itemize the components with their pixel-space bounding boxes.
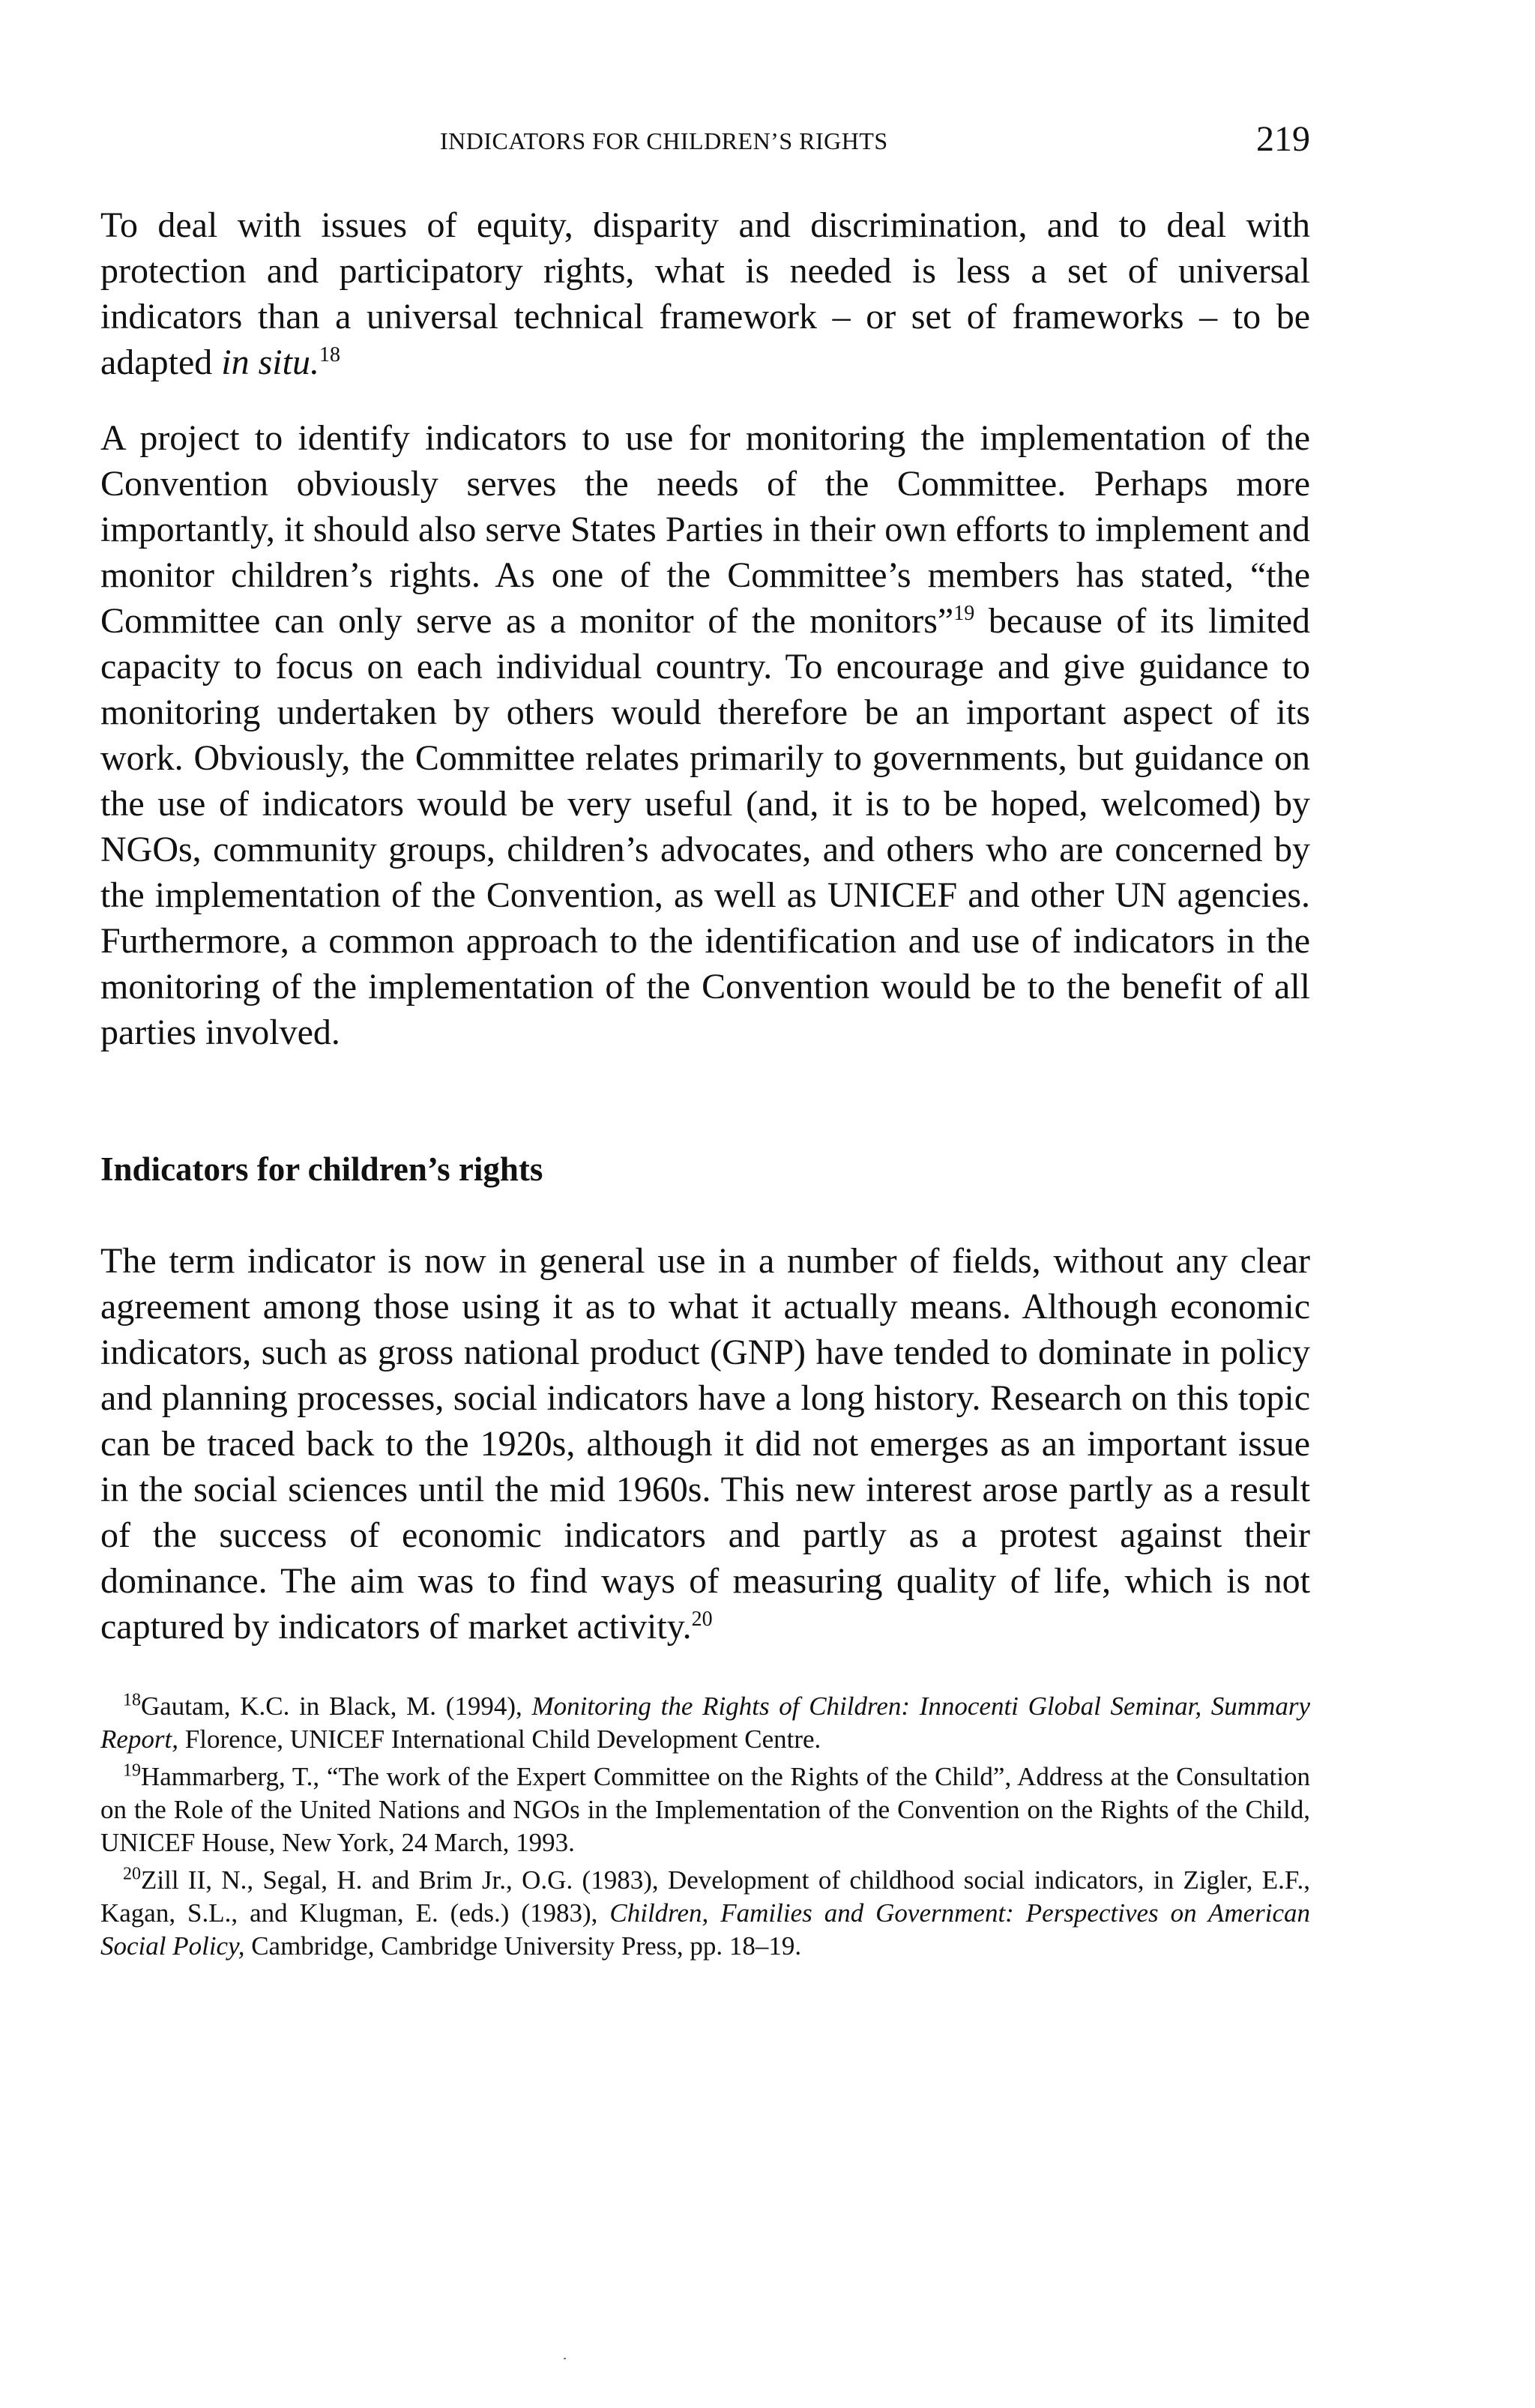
running-header bbox=[100, 112, 1310, 175]
book-page bbox=[100, 112, 1310, 1967]
footnote-text-end: Florence, UNICEF International Child Development Centre. bbox=[178, 1724, 821, 1754]
paragraph-1-text: To deal with issues of equity, disparity and discrimination, and to deal with protection and participatory rights, what is needed is less a set of universal indicators than a universal technical framework – or set of frameworks – to be adapted bbox=[100, 205, 1310, 382]
paragraph-1 bbox=[100, 202, 1310, 385]
section-heading: Indicators for children’s rights bbox=[100, 1150, 543, 1188]
paragraph-1-italic: in situ. bbox=[221, 343, 319, 382]
footnotes bbox=[100, 1690, 1310, 1963]
page-number: 219 bbox=[1256, 119, 1310, 159]
footnote-ref-18: 18 bbox=[319, 343, 340, 366]
footnote-number: 18 bbox=[123, 1690, 141, 1710]
footnote-number: 20 bbox=[123, 1864, 141, 1884]
footnote-text: Hammarberg, T., “The work of the Expert Committee on the Rights of the Child”, Address at the Consultation on the Role of the United Nations and NGOs in the Implementation of the Convention on the Rights of the Child, UNICEF House, New York, 24 March, 1993. bbox=[100, 1762, 1310, 1857]
paragraph-2-text-a: A project to identify indicators to use for monitoring the implementation of the Convention obviously serves the needs of the Committee. Perhaps more importantly, it should also serve States Parties in their own efforts to implement and monitor children’s rights. As one of the Committee’s members has stated, “the Committee can only serve as a monitor of the monitors” bbox=[100, 418, 1310, 641]
footnote-text: Gautam, K.C. in Black, M. (1994), bbox=[141, 1692, 532, 1721]
paragraph-2 bbox=[100, 415, 1310, 1055]
footnote-20 bbox=[100, 1864, 1310, 1963]
paragraph-2-text-b: because of its limited capacity to focus on each individual country. To encourage and give guidance to monitoring undertaken by others would therefore be an important aspect of its work. Obviously, the Committee relates primarily to governments, but guidance on the use of indicators would be very useful (and, it is to be hoped, welcomed) by NGOs, community groups, children’s advocates, and others who are concerned by the implementation of the Convention, as well as UNICEF and other UN agencies. Furthermore, a common approach to the identification and use of indicators in the monitoring of the implementation of the Convention would be to the benefit of all parties involved. bbox=[100, 601, 1311, 1052]
footnote-ref-20: 20 bbox=[691, 1608, 713, 1631]
footnote-title: Monitoring the Rights of Children: Innocenti Global Seminar, Summary Report, bbox=[100, 1692, 1310, 1754]
footnote-number: 19 bbox=[123, 1760, 141, 1781]
footnote-19 bbox=[100, 1760, 1310, 1859]
footnote-title: Children, Families and Government: Perspectives on American Social Policy, bbox=[100, 1898, 1311, 1961]
paragraph-3-text: The term indicator is now in general use in a number of fields, without any clear agreement among those using it as to what it actually means. Although economic indicators, such as gross national product (GNP) have tended to dominate in policy and planning processes, social indicators have a long history. Research on this topic can be traced back to the 1920s, although it did not emerges as an important issue in the social sciences until the mid 1960s. This new interest arose partly as a result of the success of economic indicators and partly as a protest against their dominance. The aim was to find ways of measuring quality of life, which is not captured by indicators of market activity. bbox=[100, 1241, 1310, 1647]
footnote-text: Zill II, N., Segal, H. and Brim Jr., O.G. (1983), Development of childhood social indicators, in Zigler, E.F., Kagan, S.L., and Klugman, E. (eds.) (1983), bbox=[100, 1865, 1310, 1928]
running-title: INDICATORS FOR CHILDREN’S RIGHTS bbox=[440, 127, 888, 154]
footnote-ref-19: 19 bbox=[953, 602, 975, 625]
paragraph-3 bbox=[100, 1238, 1310, 1650]
footnote-18 bbox=[100, 1690, 1310, 1756]
footnote-text-end: Cambridge, Cambridge University Press, pp. 18–19. bbox=[244, 1931, 802, 1961]
page-speck bbox=[564, 2358, 566, 2359]
